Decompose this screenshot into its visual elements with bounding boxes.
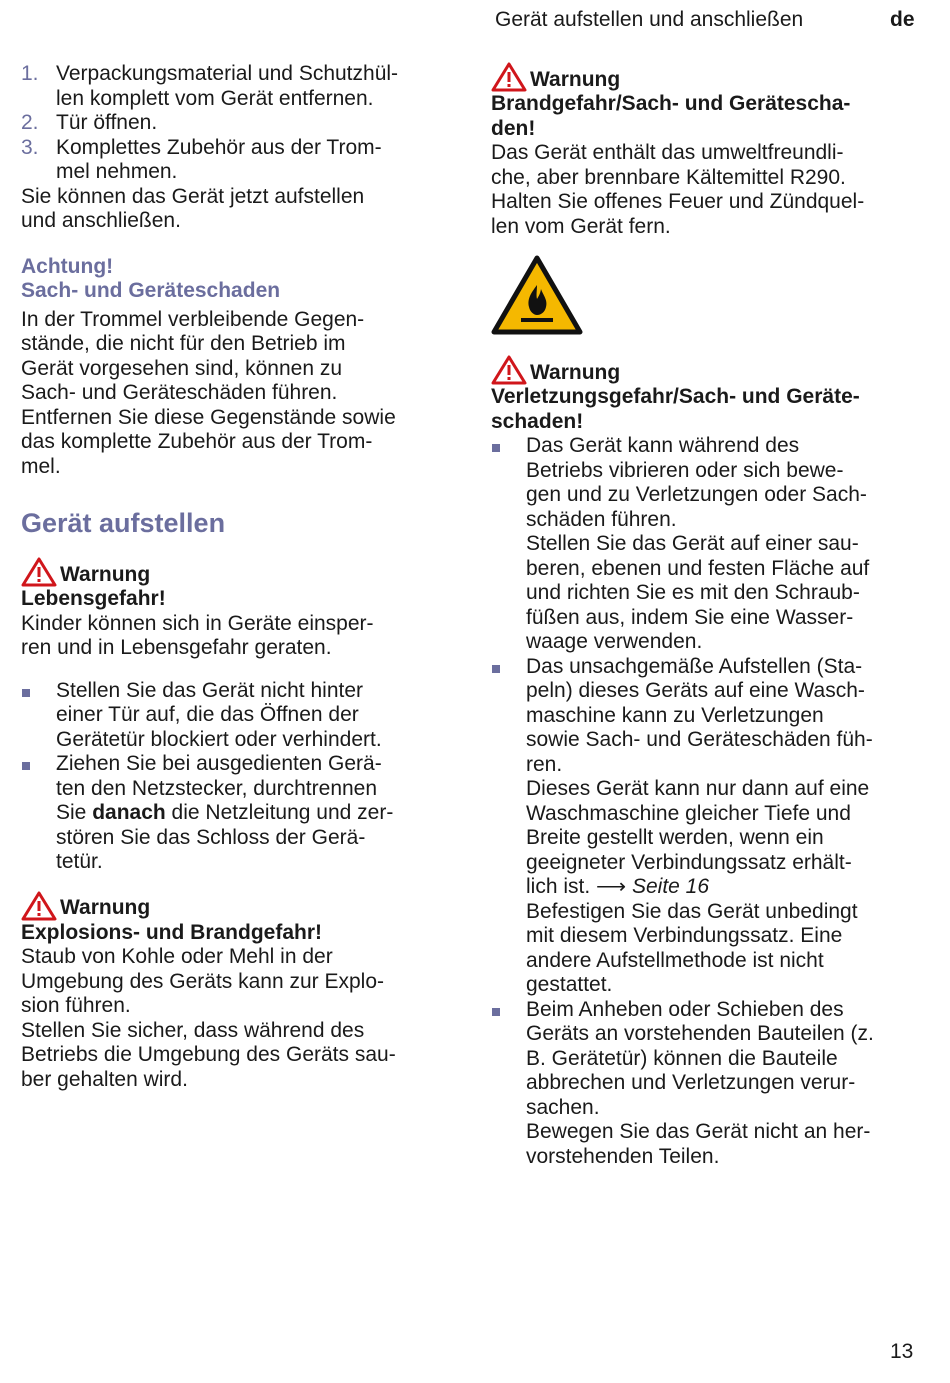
unpack-steps — [21, 62, 451, 185]
warning-title: Lebensgefahr! — [21, 587, 166, 610]
page-reference-link[interactable]: Seite 16 — [631, 875, 710, 898]
warning-triangle-icon — [491, 355, 527, 385]
warning-label: Warnung — [21, 557, 451, 587]
warning-label: Warnung — [491, 62, 921, 92]
warning-body: Das Gerät enthält das umweltfreundli- che, aber brennbare Kältemittel R290. Halten Sie offenes Feuer und Zündquel- len vom Gerät fern. — [491, 141, 865, 238]
left-column — [21, 62, 451, 1092]
warning-label: Warnung — [491, 355, 921, 385]
warning-title: Explosions- und Brandgefahr! — [21, 920, 323, 944]
warning-title: Verletzungsgefahr/Sach- und Geräte- schaden! — [491, 385, 860, 433]
warning-triangle-icon — [491, 62, 527, 92]
language-code: de — [890, 8, 915, 31]
attention-subtitle: Sach- und Geräteschaden — [21, 279, 281, 302]
attention-body: In der Trommel verbleibende Gegen- stände, die nicht für den Betrieb im Gerät vorgesehen sind, können zu Sach- und Geräteschäden führen. Entfernen Sie diese Gegenstände sowie das komplette Zubehör aus der Trom- mel. — [21, 307, 396, 478]
list-item: Stellen Sie das Gerät nicht hinter einer Tür auf, die das Öffnen der Gerätetür blockiert oder verhindert. — [21, 679, 451, 753]
warning-body: Staub von Kohle oder Mehl in der Umgebung des Geräts kann zur Explo- sion führen. Stellen Sie sicher, dass während des Betriebs die Umgebung des Geräts sau- ber gehalten wird. — [21, 945, 396, 1091]
flammable-warning-sign-icon — [491, 255, 583, 335]
list-item: Ziehen Sie bei ausgedienten Gerä- ten den Netzstecker, durchtrennen Sie danach die Netzleitung und zer- stören Sie das Schloss der Gerä- tetür. — [21, 752, 451, 875]
list-item: Das Gerät kann während des Betriebs vibrieren oder sich bewe- gen und zu Verletzungen oder Sach- schäden führen. Stellen Sie das Gerät auf einer sau- beren, ebenen und festen Fläche auf und richten Sie es mit den Schraub- füßen aus, indem Sie eine Wasser- waage verwenden. — [491, 434, 921, 655]
section-heading: Gerät aufstellen — [21, 508, 226, 538]
list-item: Das unsachgemäße Aufstellen (Sta- peln) dieses Geräts auf eine Wasch- maschine kann zu Verletzungen sowie Sach- und Geräteschäden füh- ren. Dieses Gerät kann nur dann auf eine Waschmaschine gleicher Tiefe und Breite gestellt werden, wenn ein geeigneter Verbindungssatz erhält- lich ist. ⟶ Seite 16 Befestigen Sie das Gerät unbedingt mit diesem Verbindungssatz. Eine andere Aufstellmethode ist nicht gestattet. — [491, 655, 921, 998]
right-column — [491, 62, 921, 1169]
list-item: Beim Anheben oder Schieben des Geräts an vorstehenden Bauteilen (z. B. Gerätetür) können die Bauteile abbrechen und Verletzungen verur- sachen. Bewegen Sie das Gerät nicht an her- vorstehenden Teilen. — [491, 998, 921, 1170]
header-title: Gerät aufstellen und anschließen — [495, 8, 804, 31]
list-item: 3. Komplettes Zubehör aus der Trom- mel nehmen. — [21, 135, 382, 183]
list-item: 1. Verpackungsmaterial und Schutzhül- len komplett vom Gerät entfernen. — [21, 62, 399, 110]
warning-bullets — [491, 434, 921, 1169]
warning-body: Kinder können sich in Geräte einsper- ren und in Lebensgefahr geraten. — [21, 611, 374, 659]
warning-triangle-icon — [21, 557, 57, 587]
warning-title: Brandgefahr/Sach- und Gerätescha- den! — [491, 92, 851, 140]
attention-title: Achtung! — [21, 254, 114, 278]
warning-bullets — [21, 679, 451, 875]
warning-label: Warnung — [21, 891, 451, 921]
page-number: 13 — [890, 1340, 914, 1363]
list-item: 2. Tür öffnen. — [21, 111, 158, 134]
warning-triangle-icon — [21, 891, 57, 921]
arrow-right-icon: ⟶ — [596, 875, 627, 898]
after-steps-text: Sie können das Gerät jetzt aufstellen und anschließen. — [21, 184, 365, 232]
